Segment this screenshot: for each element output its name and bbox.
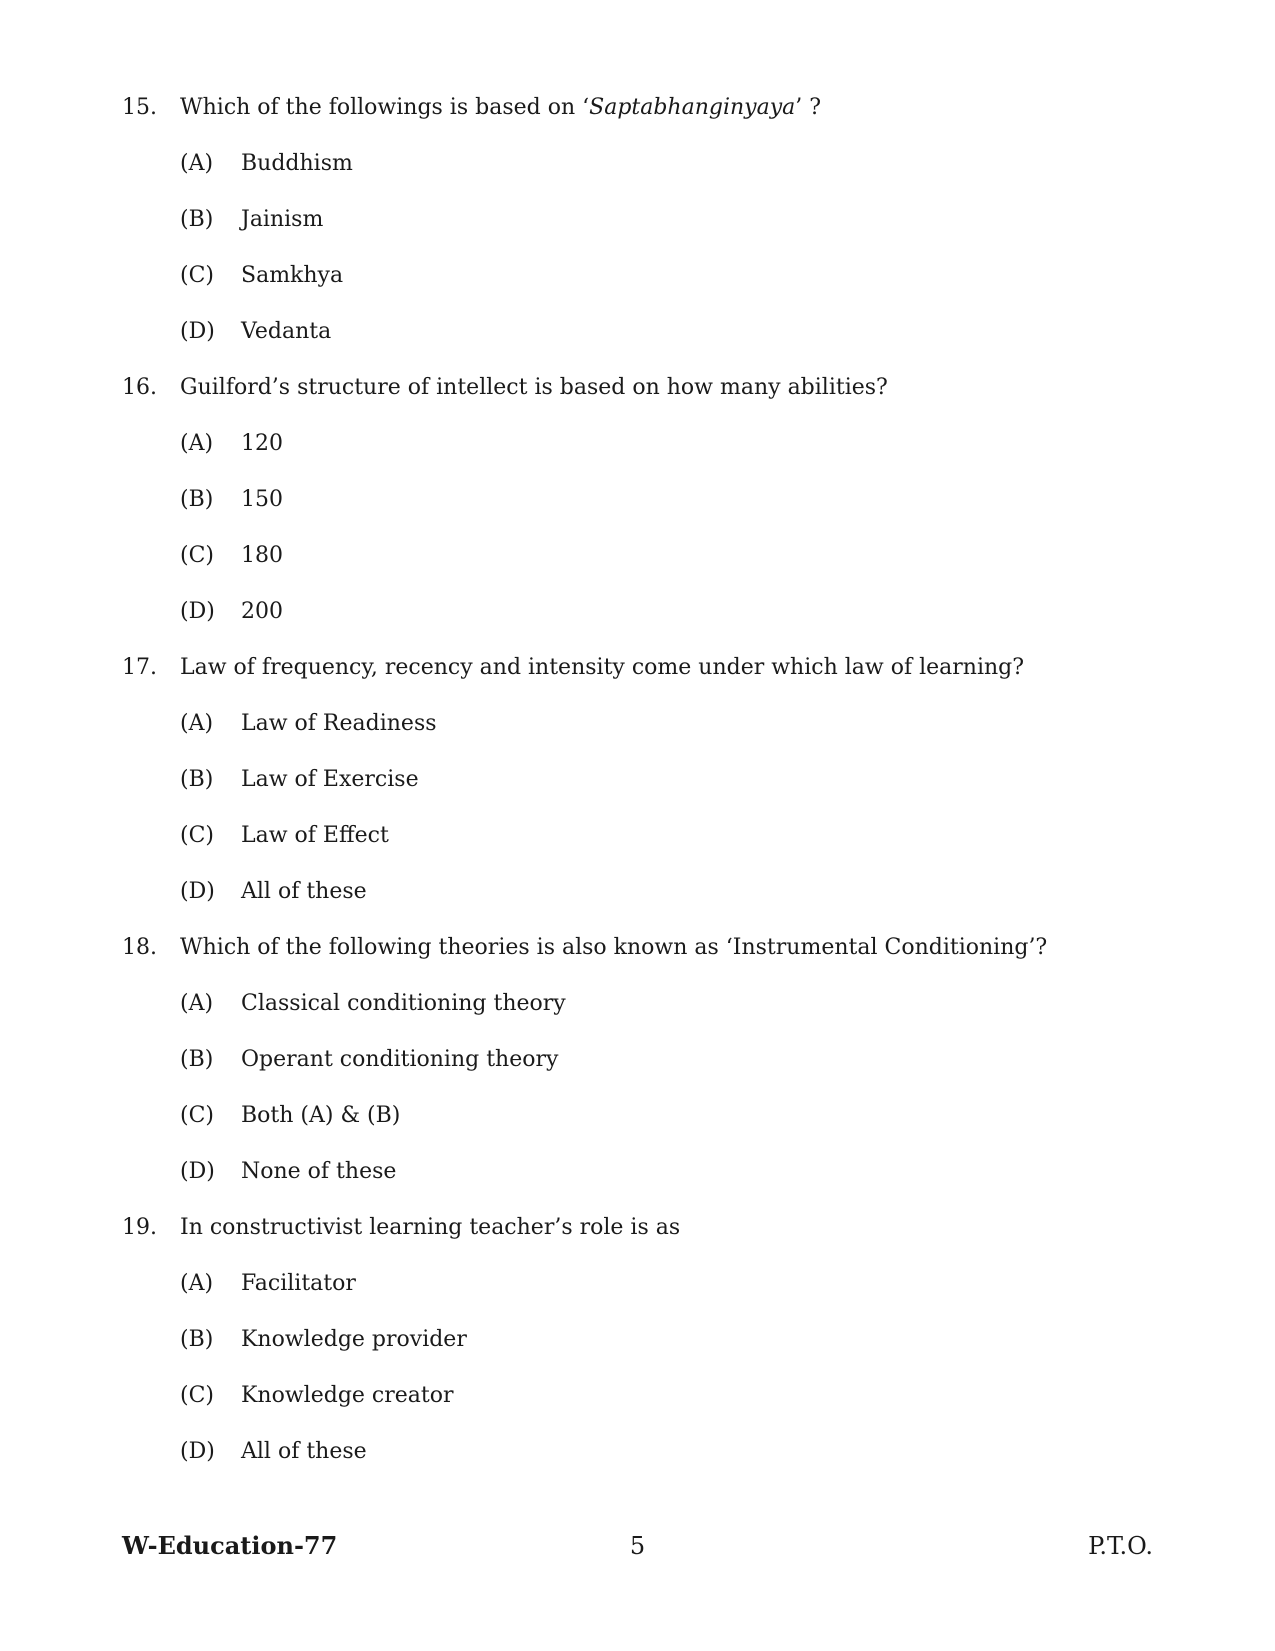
question-number: 17. xyxy=(122,655,157,680)
option-d xyxy=(122,877,1122,933)
question-number: 18. xyxy=(122,935,157,960)
page-footer xyxy=(122,1528,1153,1564)
question-number: 19. xyxy=(122,1215,157,1240)
question-16 xyxy=(122,373,1122,653)
option-label: (A) xyxy=(180,151,214,176)
option-text: Classical conditioning theory xyxy=(241,991,566,1016)
option-c xyxy=(122,1101,1122,1157)
question-stem xyxy=(122,653,1122,709)
option-label: (D) xyxy=(180,879,215,904)
option-a xyxy=(122,989,1122,1045)
question-text: Which of the following theories is also known as ‘Instrumental Conditioning’? xyxy=(180,935,1048,960)
question-text-after: ’ ? xyxy=(795,95,822,120)
question-18 xyxy=(122,933,1122,1213)
option-b xyxy=(122,205,1122,261)
option-label: (A) xyxy=(180,711,214,736)
option-text: 200 xyxy=(241,599,283,624)
option-text: Knowledge provider xyxy=(241,1327,467,1352)
option-c xyxy=(122,821,1122,877)
question-text xyxy=(180,93,1122,123)
option-text: All of these xyxy=(241,879,367,904)
option-b xyxy=(122,765,1122,821)
pto-marker: P.T.O. xyxy=(1088,1532,1153,1560)
option-text: 150 xyxy=(241,487,283,512)
option-a xyxy=(122,149,1122,205)
option-label: (C) xyxy=(180,543,214,568)
option-label: (C) xyxy=(180,823,214,848)
question-text: Guilford’s structure of intellect is based on how many abilities? xyxy=(180,375,888,400)
question-list xyxy=(122,93,1122,1493)
option-text: Knowledge creator xyxy=(241,1383,454,1408)
option-label: (D) xyxy=(180,1439,215,1464)
option-label: (A) xyxy=(180,1271,214,1296)
option-label: (A) xyxy=(180,431,214,456)
question-stem xyxy=(122,933,1122,989)
option-text: Facilitator xyxy=(241,1271,356,1296)
question-text-before: Which of the followings is based on ‘ xyxy=(180,95,590,120)
option-a xyxy=(122,709,1122,765)
question-stem xyxy=(122,1213,1122,1269)
option-text: Buddhism xyxy=(241,151,353,176)
option-a xyxy=(122,429,1122,485)
option-c xyxy=(122,1381,1122,1437)
question-text: In constructivist learning teacher’s role is as xyxy=(180,1215,681,1240)
option-label: (B) xyxy=(180,1327,214,1352)
question-text: Law of frequency, recency and intensity come under which law of learning? xyxy=(180,655,1025,680)
option-label: (D) xyxy=(180,1159,215,1184)
paper-code: W-Education-77 xyxy=(122,1531,338,1560)
question-number: 15. xyxy=(122,95,157,120)
option-b xyxy=(122,485,1122,541)
option-label: (B) xyxy=(180,207,214,232)
question-stem xyxy=(122,373,1122,429)
option-b xyxy=(122,1325,1122,1381)
option-label: (C) xyxy=(180,1103,214,1128)
option-text: Law of Effect xyxy=(241,823,389,848)
option-text: Samkhya xyxy=(241,263,344,288)
option-c xyxy=(122,261,1122,317)
option-label: (B) xyxy=(180,767,214,792)
option-text: 180 xyxy=(241,543,283,568)
option-text: Both (A) & (B) xyxy=(241,1103,401,1128)
option-text: Law of Exercise xyxy=(241,767,419,792)
option-text: None of these xyxy=(241,1159,397,1184)
option-d xyxy=(122,597,1122,653)
option-label: (D) xyxy=(180,319,215,344)
option-a xyxy=(122,1269,1122,1325)
option-b xyxy=(122,1045,1122,1101)
question-15 xyxy=(122,93,1122,373)
option-label: (A) xyxy=(180,991,214,1016)
question-text-italic: Saptabhanginyaya xyxy=(589,95,796,120)
option-text: 120 xyxy=(241,431,283,456)
question-number: 16. xyxy=(122,375,157,400)
option-label: (C) xyxy=(180,1383,214,1408)
option-d xyxy=(122,1157,1122,1213)
option-text: Operant conditioning theory xyxy=(241,1047,559,1072)
option-text: Jainism xyxy=(241,207,324,232)
option-label: (B) xyxy=(180,487,214,512)
option-label: (D) xyxy=(180,599,215,624)
option-d xyxy=(122,1437,1122,1493)
question-19 xyxy=(122,1213,1122,1493)
option-text: All of these xyxy=(241,1439,367,1464)
question-stem xyxy=(122,93,1122,149)
question-17 xyxy=(122,653,1122,933)
option-label: (B) xyxy=(180,1047,214,1072)
page-number: 5 xyxy=(629,1532,646,1560)
option-text: Vedanta xyxy=(241,319,332,344)
option-text: Law of Readiness xyxy=(241,711,437,736)
option-c xyxy=(122,541,1122,597)
option-label: (C) xyxy=(180,263,214,288)
option-d xyxy=(122,317,1122,373)
